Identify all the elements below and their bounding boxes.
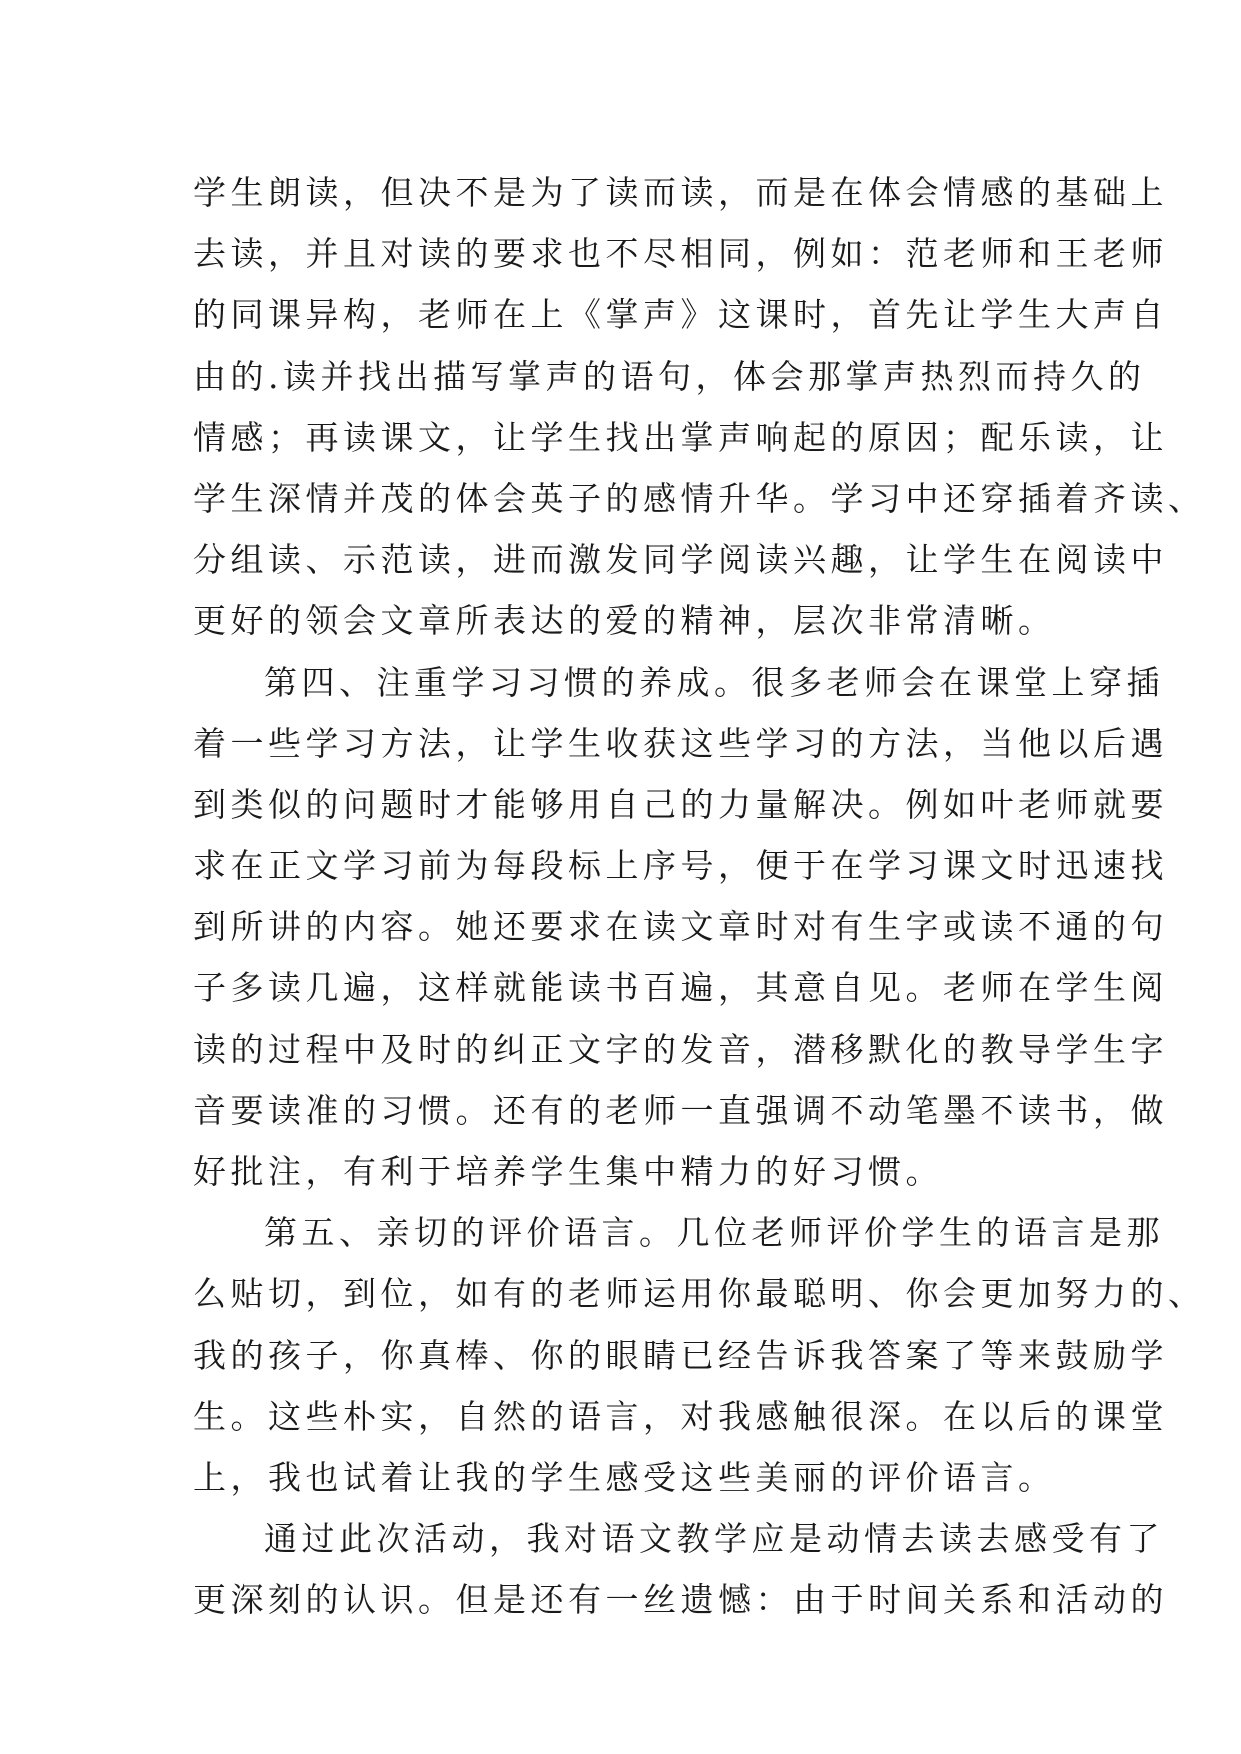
text-line: 更好的领会文章所表达的爱的精神，层次非常清晰。 — [193, 601, 1056, 641]
text-line: 读的过程中及时的纠正文字的发音，潜移默化的教导学生字 — [193, 1029, 1168, 1069]
text-line: 更深刻的认识。但是还有一丝遗憾：由于时间关系和活动的 — [193, 1580, 1168, 1620]
paragraph-start-line: 第五、亲切的评价语言。几位老师评价学生的语言是那 — [264, 1213, 1164, 1253]
text-line: 学生深情并茂的体会英子的感情升华。学习中还穿插着齐读、 — [193, 478, 1206, 518]
text-line: 到类似的问题时才能够用自己的力量解决。例如叶老师就要 — [193, 784, 1168, 824]
text-line: 的同课异构，老师在上《掌声》这课时，首先让学生大声自 — [193, 295, 1168, 335]
text-line: 我的孩子，你真棒、你的眼睛已经告诉我答案了等来鼓励学 — [193, 1335, 1168, 1375]
paragraph-start-line: 第四、注重学习习惯的养成。很多老师会在课堂上穿插 — [264, 662, 1164, 702]
text-line: 上，我也试着让我的学生感受这些美丽的评价语言。 — [193, 1457, 1056, 1497]
text-line: 学生朗读，但决不是为了读而读，而是在体会情感的基础上 — [193, 173, 1168, 212]
text-line: 子多读几遍，这样就能读书百遍，其意自见。老师在学生阅 — [193, 968, 1168, 1008]
text-line: 音要读准的习惯。还有的老师一直强调不动笔墨不读书，做 — [193, 1090, 1168, 1130]
text-line: 么贴切，到位，如有的老师运用你最聪明、你会更加努力的、 — [193, 1274, 1206, 1314]
text-line: 去读，并且对读的要求也不尽相同，例如：范老师和王老师 — [193, 234, 1168, 274]
text-line: 情感；再读课文，让学生找出掌声响起的原因；配乐读，让 — [193, 417, 1168, 457]
text-line: 由的.读并找出描写掌声的语句，体会那掌声热烈而持久的 — [193, 356, 1146, 396]
text-line: 好批注，有利于培养学生集中精力的好习惯。 — [193, 1152, 943, 1191]
paragraph-start-line: 通过此次活动，我对语文教学应是动情去读去感受有了 — [264, 1519, 1164, 1559]
text-line: 着一些学习方法，让学生收获这些学习的方法，当他以后遇 — [193, 723, 1168, 763]
text-line: 到所讲的内容。她还要求在读文章时对有生字或读不通的句 — [193, 907, 1168, 947]
document-body — [193, 162, 1206, 1631]
text-line: 求在正文学习前为每段标上序号，便于在学习课文时迅速找 — [193, 846, 1168, 886]
text-line: 生。这些朴实，自然的语言，对我感触很深。在以后的课堂 — [193, 1396, 1168, 1436]
text-line: 分组读、示范读，进而激发同学阅读兴趣，让学生在阅读中 — [193, 540, 1168, 580]
